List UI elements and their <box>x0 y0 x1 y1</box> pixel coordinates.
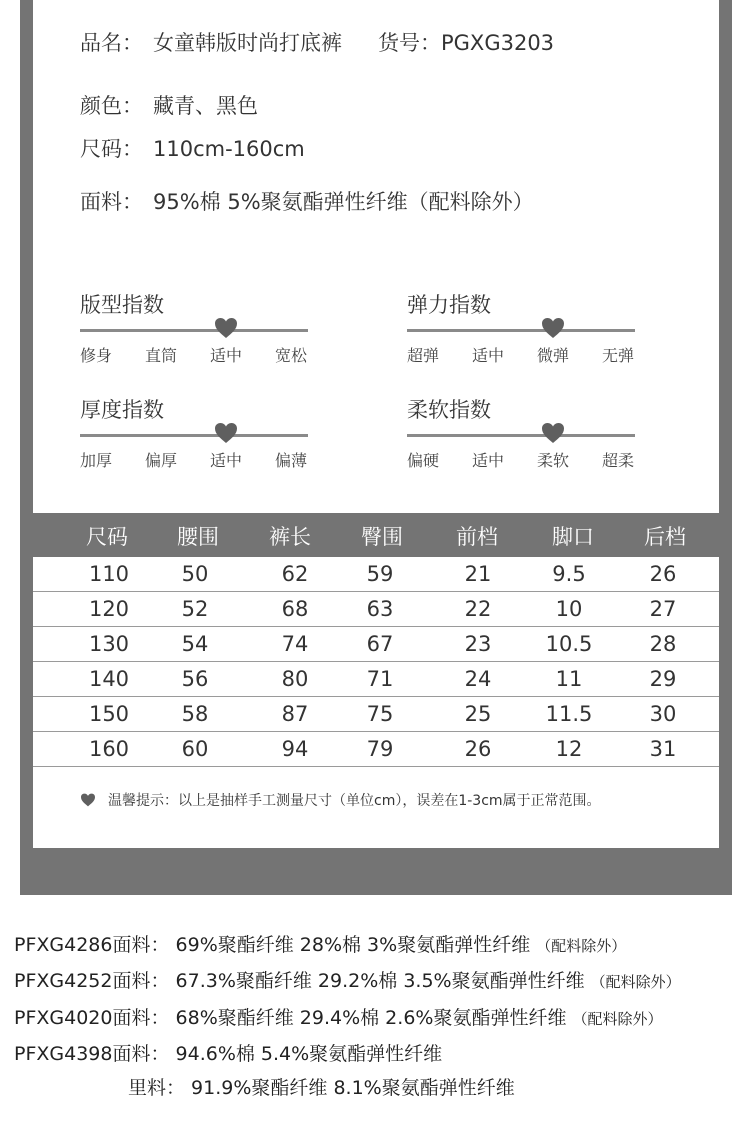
scale-label: 超柔 <box>601 451 635 470</box>
table-cell: 150 <box>88 702 130 726</box>
heart-icon <box>214 422 238 444</box>
table-cell: 29 <box>649 667 677 691</box>
table-row <box>33 592 719 627</box>
table-row <box>33 627 719 662</box>
table-cell: 75 <box>366 702 394 726</box>
product-color-value: 藏青、黑色 <box>153 94 258 118</box>
table-cell: 140 <box>88 667 130 691</box>
product-material-row <box>80 186 534 216</box>
fabric-text: PFXG4286面料： 69%聚酯纤维 28%棉 3%聚氨酯弹性纤维 <box>14 934 531 956</box>
tip-text: 温馨提示：以上是抽样手工测量尺寸（单位cm），误差在1-3cm属于正常范围。 <box>108 793 601 809</box>
table-cell: 27 <box>649 597 677 621</box>
table-cell: 10 <box>555 597 583 621</box>
fabric-text: 里料： 91.9%聚酯纤维 8.1%聚氨酯弹性纤维 <box>128 1077 515 1099</box>
index-title: 柔软指数 <box>407 398 491 422</box>
product-material-label: 面料： <box>80 190 143 214</box>
scale-label: 适中 <box>209 451 243 470</box>
table-cell: 60 <box>181 737 209 761</box>
product-material-value: 95%棉 5%聚氨酯弹性纤维（配料除外） <box>153 190 534 214</box>
index-title: 厚度指数 <box>80 398 164 422</box>
fabric-line <box>128 1073 521 1100</box>
table-cell: 21 <box>464 562 492 586</box>
table-cell: 10.5 <box>545 632 593 656</box>
scale-line <box>407 434 635 437</box>
table-cell: 12 <box>555 737 583 761</box>
table-row <box>33 662 719 697</box>
index-title: 版型指数 <box>80 293 164 317</box>
table-cell: 22 <box>464 597 492 621</box>
scale-label: 直筒 <box>144 346 178 365</box>
table-cell: 74 <box>281 632 309 656</box>
table-cell: 25 <box>464 702 492 726</box>
size-table-header <box>33 513 719 557</box>
table-cell: 11.5 <box>545 702 593 726</box>
table-cell: 50 <box>181 562 209 586</box>
table-cell: 71 <box>366 667 394 691</box>
product-size-row <box>80 133 305 163</box>
table-cell: 26 <box>464 737 492 761</box>
table-cell: 58 <box>181 702 209 726</box>
fabric-note: （配料除外） <box>572 1010 663 1028</box>
table-cell: 28 <box>649 632 677 656</box>
product-color-label: 颜色： <box>80 94 143 118</box>
table-cell: 80 <box>281 667 309 691</box>
table-header-cell: 腰围 <box>177 525 219 549</box>
fabric-note: （配料除外） <box>536 937 627 955</box>
scale-label: 微弹 <box>536 346 570 365</box>
product-sku-label: 货号： <box>378 31 441 55</box>
table-header-cell: 臀围 <box>361 525 403 549</box>
table-cell: 30 <box>649 702 677 726</box>
scale-label: 无弹 <box>601 346 635 365</box>
fabric-line <box>14 1039 448 1066</box>
product-size-label: 尺码： <box>80 137 143 161</box>
product-name-row <box>80 27 554 57</box>
scale-label: 修身 <box>79 346 113 365</box>
fabric-line <box>14 966 681 993</box>
table-cell: 63 <box>366 597 394 621</box>
table-header-cell: 尺码 <box>86 525 128 549</box>
table-cell: 11 <box>555 667 583 691</box>
scale-label: 加厚 <box>79 451 113 470</box>
table-cell: 62 <box>281 562 309 586</box>
scale-line <box>407 329 635 332</box>
scale-label: 偏薄 <box>274 451 308 470</box>
table-cell: 79 <box>366 737 394 761</box>
product-color-row <box>80 90 258 120</box>
table-cell: 56 <box>181 667 209 691</box>
table-cell: 68 <box>281 597 309 621</box>
scale-label: 偏厚 <box>144 451 178 470</box>
scale-line <box>80 434 308 437</box>
fabric-line <box>14 930 626 957</box>
table-row <box>33 697 719 732</box>
table-cell: 23 <box>464 632 492 656</box>
product-size-value: 110cm-160cm <box>153 137 305 161</box>
scale-label: 宽松 <box>274 346 308 365</box>
product-name-label: 品名： <box>80 31 143 55</box>
table-cell: 9.5 <box>552 562 586 586</box>
table-cell: 24 <box>464 667 492 691</box>
product-sku-value: PGXG3203 <box>441 31 555 55</box>
heart-icon <box>214 317 238 339</box>
heart-icon <box>80 793 96 807</box>
heart-icon <box>541 317 565 339</box>
table-cell: 67 <box>366 632 394 656</box>
fabric-text: PFXG4398面料： 94.6%棉 5.4%聚氨酯弹性纤维 <box>14 1043 443 1065</box>
table-header-cell: 后档 <box>644 525 686 549</box>
measurement-tip <box>80 790 601 810</box>
table-cell: 52 <box>181 597 209 621</box>
scale-label: 适中 <box>471 451 505 470</box>
fabric-line <box>14 1003 662 1030</box>
table-cell: 31 <box>649 737 677 761</box>
scale-line <box>80 329 308 332</box>
table-cell: 120 <box>88 597 130 621</box>
fabric-text: PFXG4020面料： 68%聚酯纤维 29.4%棉 2.6%聚氨酯弹性纤维 <box>14 1007 567 1029</box>
scale-label: 适中 <box>471 346 505 365</box>
table-cell: 59 <box>366 562 394 586</box>
table-cell: 160 <box>88 737 130 761</box>
heart-icon <box>541 422 565 444</box>
product-name-value: 女童韩版时尚打底裤 <box>153 31 342 55</box>
table-cell: 54 <box>181 632 209 656</box>
table-header-cell: 脚口 <box>552 525 594 549</box>
scale-label: 超弹 <box>406 346 440 365</box>
table-row <box>33 557 719 592</box>
table-cell: 110 <box>88 562 130 586</box>
table-cell: 130 <box>88 632 130 656</box>
index-title: 弹力指数 <box>407 293 491 317</box>
table-row <box>33 732 719 767</box>
fabric-note: （配料除外） <box>590 973 681 991</box>
table-header-cell: 裤长 <box>269 525 311 549</box>
scale-label: 柔软 <box>536 451 570 470</box>
fabric-text: PFXG4252面料： 67.3%聚酯纤维 29.2%棉 3.5%聚氨酯弹性纤维 <box>14 970 585 992</box>
scale-label: 适中 <box>209 346 243 365</box>
table-cell: 26 <box>649 562 677 586</box>
scale-label: 偏硬 <box>406 451 440 470</box>
table-header-cell: 前档 <box>456 525 498 549</box>
table-cell: 94 <box>281 737 309 761</box>
table-cell: 87 <box>281 702 309 726</box>
